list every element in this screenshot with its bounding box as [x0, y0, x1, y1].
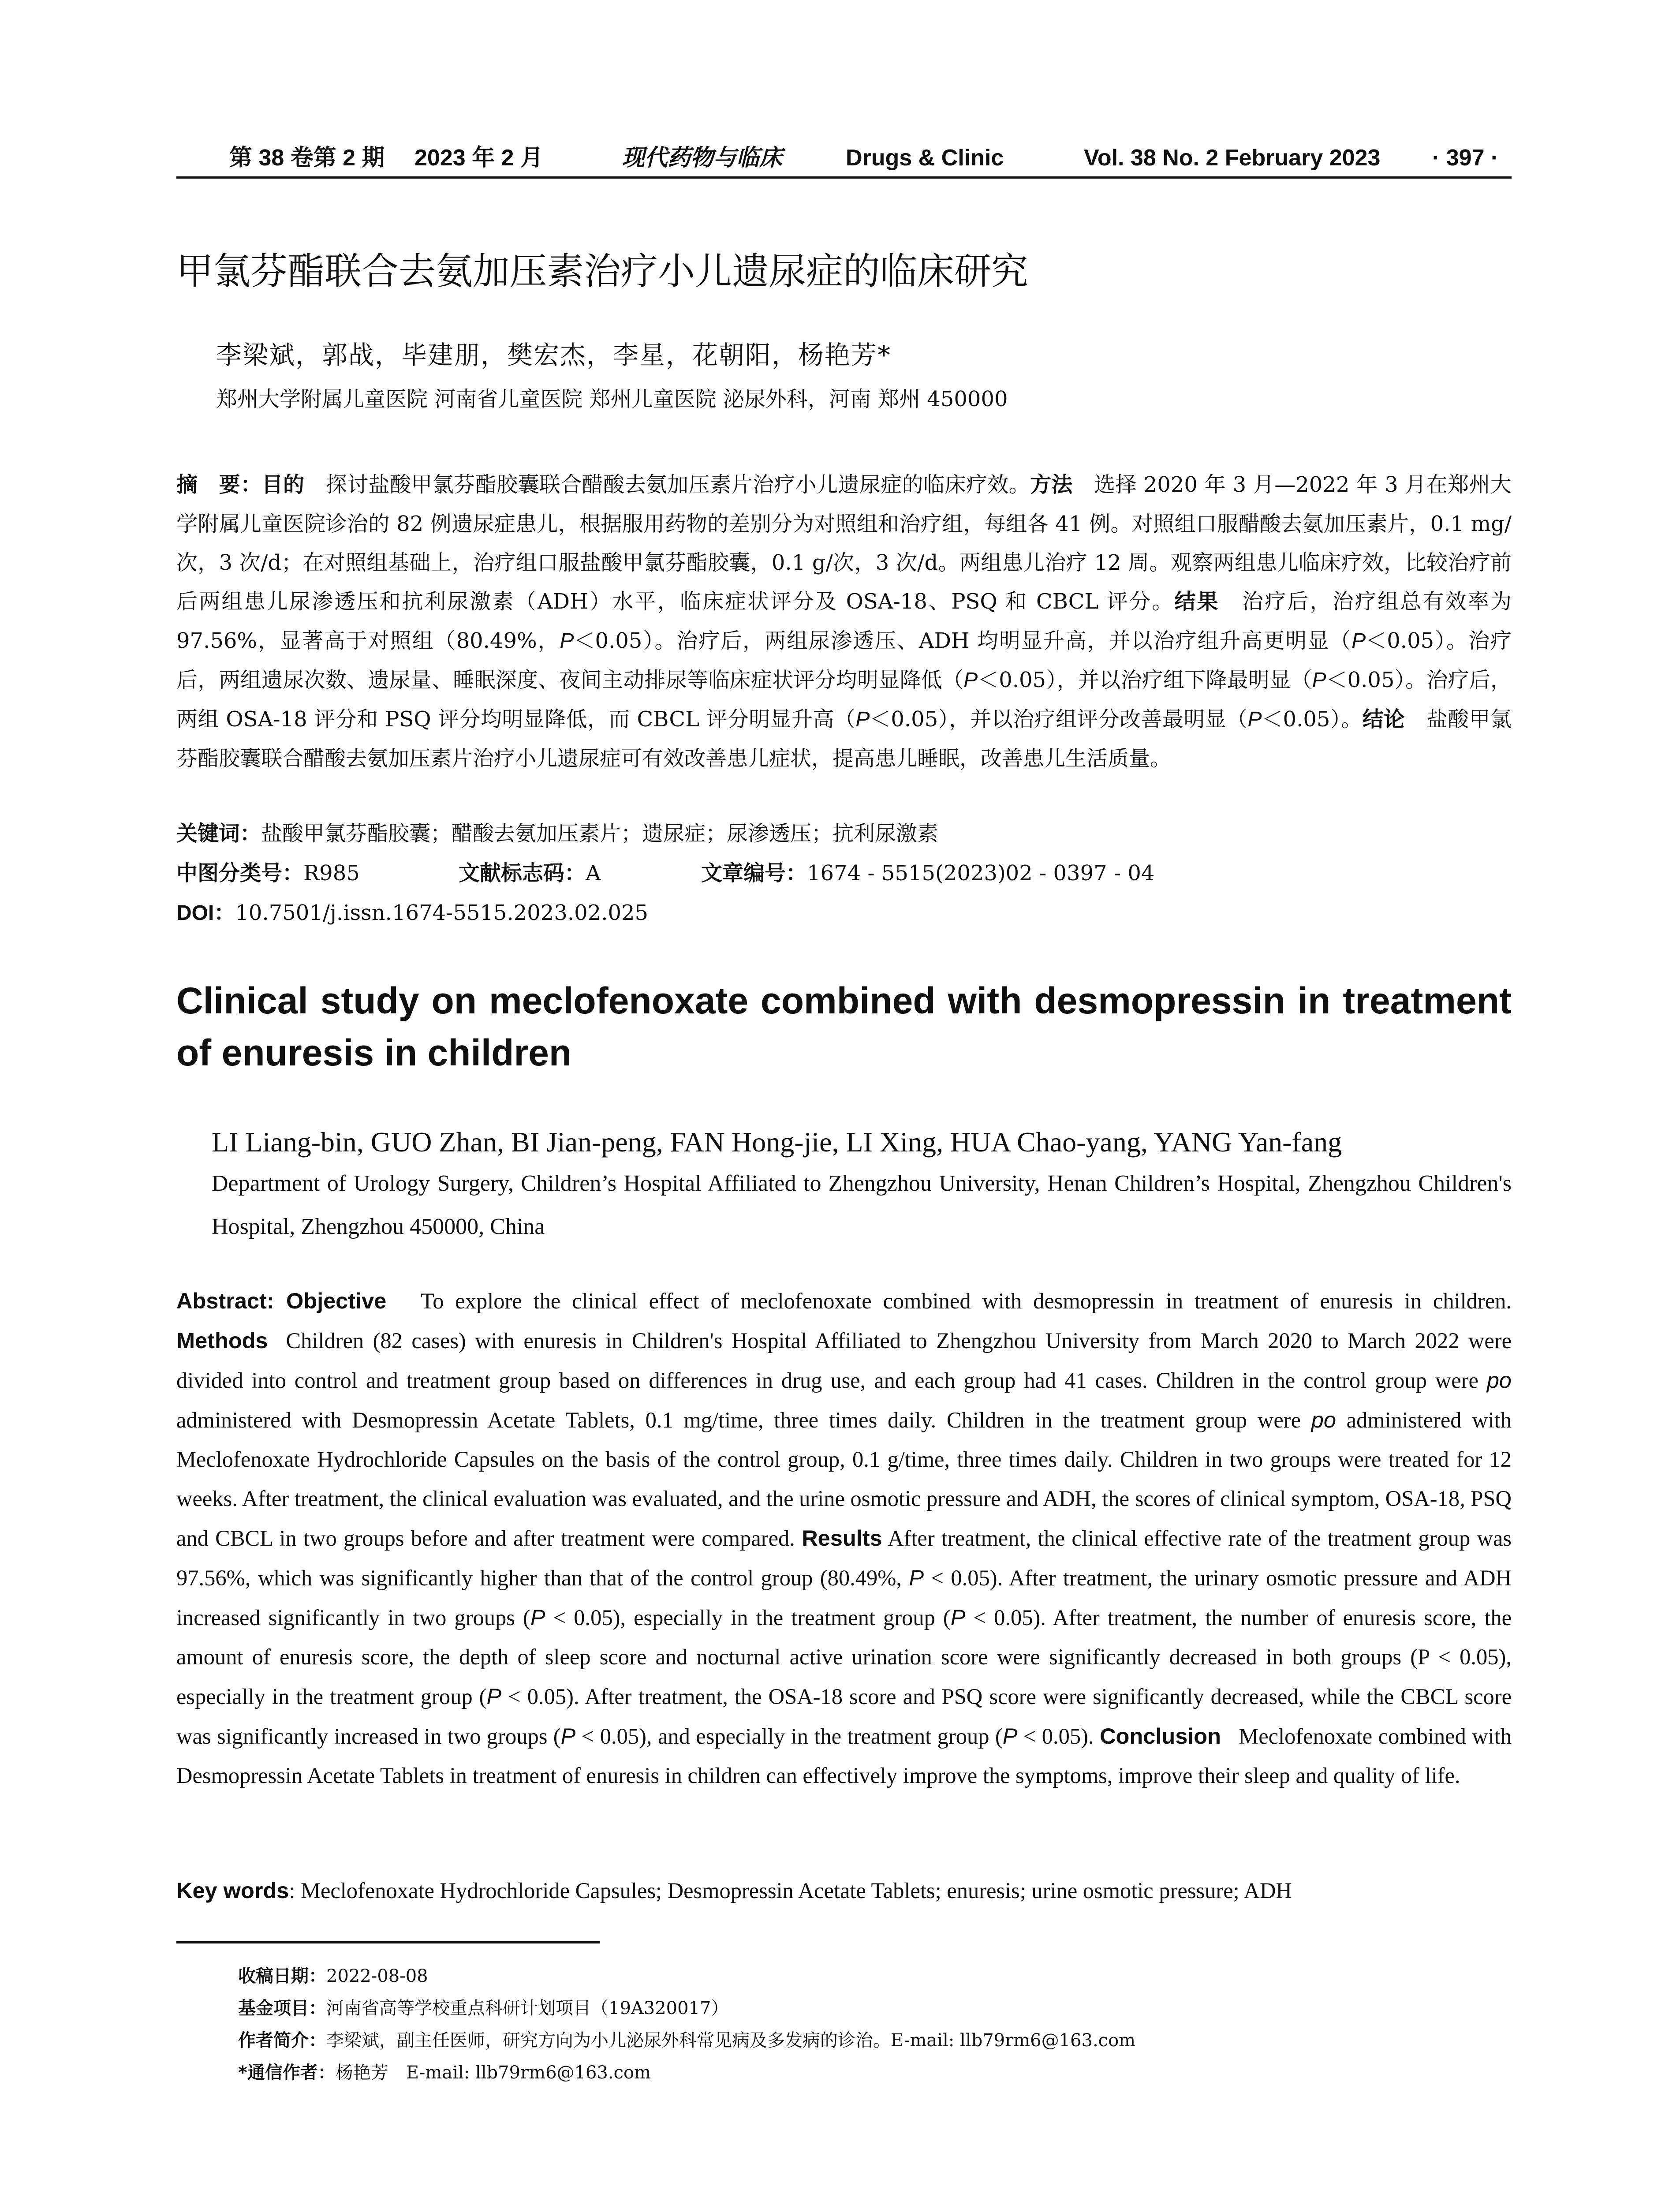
article-number — [701, 856, 1154, 891]
p-value-symbol: P — [1351, 629, 1366, 653]
en-methods-text: administered with Desmopressin Acetate Tablets, 0.1 mg/time, three times daily. Children in the treatment group were — [176, 1408, 1301, 1432]
cn-keywords-text: 盐酸甲氯芬酯胶囊；醋酸去氨加压素片；遗尿症；尿渗透压；抗利尿激素 — [261, 821, 939, 846]
footnote-corr-value: 杨艳芳 E-mail: llb79rm6@163.com — [335, 2063, 651, 2083]
en-objective-text: To explore the clinical effect of meclofenoxate combined with desmopressin in treatment of enuresis in children. — [420, 1289, 1512, 1313]
en-affiliation: Department of Urology Surgery, Children’s Hospital Affiliated to Zhengzhou University, Henan Children’s Hospital, Zhengzhou Children's Hospital, Zhengzhou 450000, China — [212, 1171, 1512, 1239]
cn-methods-text: 选择 2020 年 3 月—2022 年 3 月在郑州大学附属儿童医院诊治的 82 例遗尿症患儿，根据服用药物的差别分为对照组和治疗组，每组各 41 例。对照组口服醋酸去氨加压素片，0.1 mg/次，3 次/d；在对照组基础上，治疗组口服盐酸甲氯芬酯胶囊，0.1 g/次，3 次/d。两组患儿治疗 12 周。观察两组患儿临床疗效，比较治疗前后两组患儿尿渗透压和抗利尿激素（ADH）水平，临床症状评分及 OSA-18、PSQ 和 CBCL 评分。 — [176, 472, 1512, 614]
cn-results-text: ＜0.05）。治疗后，两组遗尿次数、遗尿量、睡眠深度、夜间主动排尿等临床症状评分均明显降低（ — [176, 628, 1512, 692]
doc-code-value: A — [586, 861, 601, 886]
en-methods-text: administered with Meclofenoxate Hydrochloride Capsules on the basis of the control group, 0.1 g/time, three times daily. Children in two groups were treated for 12 weeks. After treatment, the clinical evaluation was evaluated, and the urine osmotic pressure and ADH, the scores of clinical symptom, OSA-18, PSQ and CBCL in two groups before and after treatment were compared. — [176, 1408, 1512, 1551]
header-rule — [176, 176, 1512, 179]
header-date-cn: 2023 年 2 月 — [414, 145, 543, 171]
cn-objective-text: 探讨盐酸甲氯芬酯胶囊联合醋酸去氨加压素片治疗小儿遗尿症的临床疗效。 — [325, 472, 1030, 497]
cn-results-text: ＜0.05），并以治疗组评分改善最明显（ — [870, 707, 1248, 732]
en-abstract — [176, 1281, 1512, 1795]
en-results-text: < 0.05). After treatment, the number of enuresis score, the amount of enuresis score, the depth of sleep score and nocturnal active urination score were significantly decreased in both groups (P < 0.05), especially in the treatment group ( — [176, 1605, 1512, 1709]
header-page-number: · 397 · — [1432, 145, 1499, 171]
en-authors: LI Liang-bin, GUO Zhan, BI Jian-peng, FAN Hong-jie, LI Xing, HUA Chao-yang, YANG Yan-fang — [212, 1126, 1342, 1158]
cn-results-label: 结果 — [1174, 590, 1220, 613]
en-results-text: < 0.05), and especially in the treatment group ( — [581, 1724, 1003, 1749]
p-value-symbol: P — [909, 1565, 924, 1590]
header-journal-en: Drugs & Clinic — [846, 145, 1004, 171]
en-keywords — [176, 1871, 1512, 1910]
en-results-text: < 0.05). After treatment, the urinary osmotic pressure and ADH increased significantly in two groups ( — [176, 1566, 1512, 1630]
footnote-bio-label: 作者简介： — [238, 2030, 326, 2051]
en-results-label: Results — [802, 1525, 882, 1551]
footnote-fund-label: 基金项目： — [238, 1998, 326, 2018]
doc-code-label: 文献标志码： — [459, 862, 586, 885]
footnote-corr-label: *通信作者： — [238, 2063, 336, 2083]
cn-conclusion-text: 盐酸甲氯芬酯胶囊联合醋酸去氨加压素片治疗小儿遗尿症可有效改善患儿症状，提高患儿睡眠，改善患儿生活质量。 — [176, 707, 1512, 771]
footnote-received-value: 2022-08-08 — [326, 1966, 428, 1986]
doi-label: DOI： — [176, 901, 235, 925]
cn-methods-label: 方法 — [1030, 473, 1073, 497]
footnote-corresponding — [238, 2057, 651, 2089]
cn-abstract-label: 摘 要： — [176, 473, 262, 497]
cn-title: 甲氯芬酯联合去氨加压素治疗小儿遗尿症的临床研究 — [176, 250, 1029, 293]
cn-results-text: ＜0.05）。治疗后，两组 OSA-18 评分和 PSQ 评分均明显降低，而 CBCL 评分明显升高（ — [176, 668, 1512, 732]
p-value-symbol: P — [963, 669, 978, 692]
article-number-value: 1674 - 5515(2023)02 - 0397 - 04 — [807, 861, 1155, 886]
footnote-fund — [238, 1992, 728, 2024]
cn-results-text: 治疗后，治疗组总有效率为 97.56%，显著高于对照组（80.49%， — [176, 589, 1512, 653]
en-methods-text: Children (82 cases) with enuresis in Children's Hospital Affiliated to Zhengzhou University from March 2020 to March 2022 were divided into control and treatment group based on differences in drug use, and each group had 41 cases. Children in the control group were — [176, 1328, 1512, 1393]
header-issue-cn: 第 38 卷第 2 期 — [229, 145, 385, 171]
en-results-text: < 0.05), especially in the treatment group ( — [553, 1605, 951, 1630]
p-value-symbol: P — [560, 629, 574, 653]
p-value-symbol: P — [486, 1684, 502, 1709]
header-issue-en: Vol. 38 No. 2 February 2023 — [1084, 145, 1381, 171]
en-title: Clinical study on meclofenoxate combined with desmopressin in treatment of enuresis in children — [176, 980, 1512, 1073]
cn-results-text: ＜0.05）。治疗后，两组尿渗透压、ADH 均明显升高，并以治疗组升高更明显（ — [574, 628, 1352, 653]
cn-conclusion-label: 结论 — [1362, 708, 1405, 731]
footnote-received — [238, 1960, 428, 1992]
p-value-symbol: P — [1312, 669, 1326, 692]
footnote-received-label: 收稿日期： — [238, 1966, 326, 1986]
cn-abstract — [176, 465, 1512, 778]
footnote-author-bio — [238, 2025, 1135, 2056]
en-results-text: < 0.05). — [1023, 1724, 1094, 1749]
doc-code — [459, 856, 601, 891]
header-journal-cn: 现代药物与临床 — [622, 144, 783, 171]
en-keywords-text: : Meclofenoxate Hydrochloride Capsules; Desmopressin Acetate Tablets; enuresis; urine osmotic pressure; ADH — [289, 1878, 1292, 1903]
p-value-symbol: P — [950, 1605, 966, 1630]
p-value-symbol: P — [560, 1723, 576, 1749]
po-term: po — [1311, 1407, 1336, 1432]
en-methods-label: Methods — [176, 1328, 268, 1353]
en-conclusion-label: Conclusion — [1100, 1723, 1221, 1749]
p-value-symbol: P — [1002, 1723, 1018, 1749]
p-value-symbol: P — [1247, 708, 1262, 731]
cn-objective-label: 目的 — [261, 473, 305, 497]
doi-value: 10.7501/j.issn.1674-5515.2023.02.025 — [235, 901, 649, 925]
footnote-fund-value: 河南省高等学校重点科研计划项目（19A320017） — [326, 1998, 729, 2018]
cn-results-text: ＜0.05），并以治疗组下降最明显（ — [978, 668, 1312, 692]
p-value-symbol: P — [855, 708, 870, 731]
en-keywords-label: Key words — [176, 1878, 289, 1903]
cn-affiliation: 郑州大学附属儿童医院 河南省儿童医院 郑州儿童医院 泌尿外科，河南 郑州 450000 — [216, 387, 1008, 411]
cn-results-text: ＜0.05）。 — [1262, 707, 1363, 732]
cn-keywords-label: 关键词： — [176, 822, 261, 845]
clc-value: R985 — [303, 861, 360, 886]
clc-label: 中图分类号： — [176, 862, 304, 885]
article-number-label: 文章编号： — [701, 862, 807, 885]
en-abstract-label: Abstract: Objective — [176, 1288, 387, 1313]
en-conclusion-text: Meclofenoxate combined with Desmopressin Acetate Tablets in treatment of enuresis in children can effectively improve the symptoms, improve their sleep and quality of life. — [176, 1724, 1512, 1788]
cn-classification-line — [176, 856, 360, 891]
po-term: po — [1486, 1368, 1512, 1393]
footnote-rule — [176, 1941, 600, 1943]
doi-line — [176, 895, 648, 931]
en-results-text: < 0.05). After treatment, the OSA-18 score and PSQ score were significantly decreased, while the CBCL score was significantly increased in two groups ( — [176, 1684, 1512, 1749]
cn-keywords — [176, 816, 938, 852]
en-results-text: After treatment, the clinical effective rate of the treatment group was 97.56%, which was significantly higher than that of the control group (80.49%, — [176, 1526, 1512, 1590]
cn-authors: 李梁斌，郭战，毕建朋，樊宏杰，李星，花朝阳，杨艳芳* — [216, 340, 892, 370]
footnote-bio-value: 李梁斌，副主任医师，研究方向为小儿泌尿外科常见病及多发病的诊治。E-mail: llb79rm6@163.com — [326, 2030, 1136, 2051]
p-value-symbol: P — [530, 1605, 545, 1630]
